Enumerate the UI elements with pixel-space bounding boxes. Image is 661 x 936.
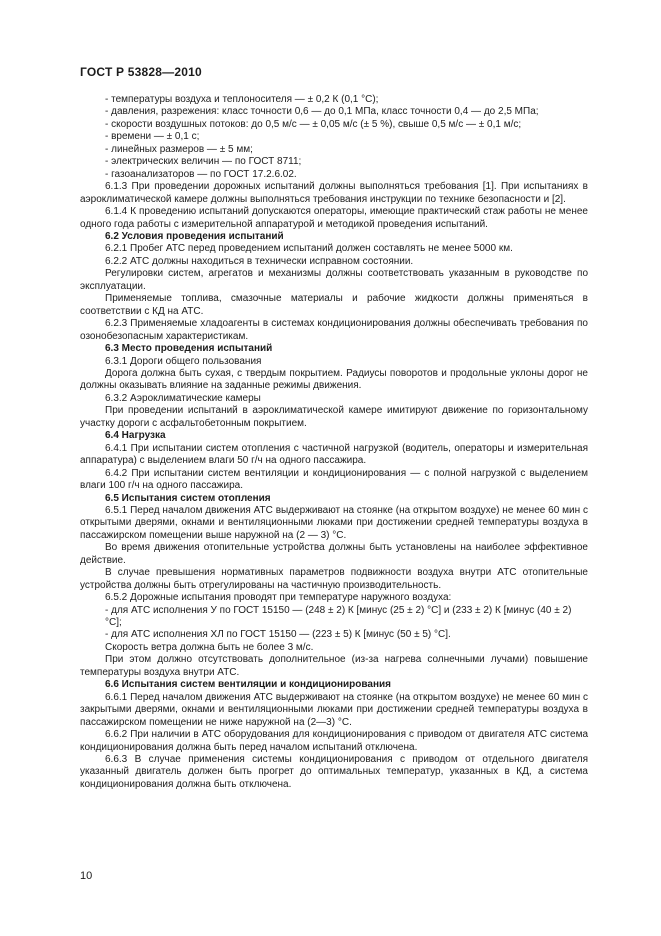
clause-6-1-4: 6.1.4 К проведению испытаний допускаются операторы, имеющие практический стаж работы не менее одного года работы с измерительной аппаратурой и методикой проведения испытаний. [80,206,588,230]
clause-6-4-1: 6.4.1 При испытании систем отопления с частичной нагрузкой (водитель, операторы и измерительная аппаратура) с выделением влаги 50 г/ч на одного пассажира. [80,442,588,467]
list-item: - скорости воздушных потоков: до 0,5 м/с — ± 0,05 м/с (± 5 %), свыше 0,5 м/с — ± 0,1 м/с; [80,119,588,131]
section-heading-6-4: 6.4 Нагрузка [105,430,166,442]
clause-6-5-2-text: Скорость ветра должна быть не более 3 м/с. [105,641,314,653]
clause-6-5-2-text: При этом должно отсутствовать дополнительное (из-за нагрева солнечными лучами) повышение температуры воздуха внутри АТС. [80,654,588,678]
clause-6-5-1-text: Во время движения отопительные устройства должны быть установлены на наиболее эффективное действие. [80,542,588,566]
clause-6-2-1: 6.2.1 Пробег АТС перед проведением испытаний должен составлять не менее 5000 км. [105,243,513,255]
section-heading-6-5: 6.5 Испытания систем отопления [105,492,271,504]
clause-6-4-2: 6.4.2 При испытании систем вентиляции и кондиционирования — с полной нагрузкой с выделением влаги 100 г/ч на одного пассажира. [80,467,588,492]
clause-6-6-1: 6.6.1 Перед началом движения АТС выдерживают на стоянке (на открытом воздухе) не менее 60 мин с закрытыми дверями, окнами и вентиляционными люками при достижении средней температуры воздуха в пассажирском помещении не ниже наружной на (2—3) °С. [80,691,588,728]
clause-6-6-2: 6.6.2 При наличии в АТС оборудования для кондиционирования с приводом от двигателя АТС система кондиционирования должна быть перед началом испытаний отключена. [80,729,588,753]
clause-6-3-2-text: При проведении испытаний в аэроклиматической камере имитируют движение по горизонтальному участку дороги с асфальтобетонным покрытием. [80,405,588,429]
list-item: - времени — ± 0,1 с; [80,131,588,143]
list-item: - давления, разрежения: класс точности 0,6 — до 0,1 МПа, класс точности 0,4 — до 2,5 МПа; [80,106,588,118]
clause-6-5-1-text: В случае превышения нормативных параметров подвижности воздуха внутри АТС отопительные устройства должны быть отрегулированы на частичную производительность. [80,567,588,591]
clause-6-3-2: 6.3.2 Аэроклиматические камеры [105,392,261,404]
clause-6-5-2: 6.5.2 Дорожные испытания проводят при температуре наружного воздуха: [105,592,452,604]
accuracy-list [80,94,588,181]
clause-6-3-1: 6.3.1 Дороги общего пользования [105,355,262,367]
list-item: - электрических величин — по ГОСТ 8711; [80,156,588,168]
list-item: - температуры воздуха и теплоносителя — ± 0,2 К (0,1 °С); [80,94,588,106]
page-number: 10 [80,870,93,882]
clause-6-2-2: 6.2.2 АТС должны находиться в технически исправном состоянии. [105,255,414,267]
clause-6-5-1: 6.5.1 Перед началом движения АТС выдерживают на стоянке (на открытом воздухе) не менее 60 мин с открытыми дверями, окнами и вентиляционными люками при достижении средней температуры воздуха в пассажирском помещении выше наружной на (2 — 3) °С. [80,504,588,541]
list-item: - для АТС исполнения У по ГОСТ 15150 — (248 ± 2) К [минус (25 ± 2) °С] и (233 ± 2) К [минус (40 ± 2) °С]; [80,605,588,630]
clause-6-1-3: 6.1.3 При проведении дорожных испытаний должны выполняться требования [1]. При испытаниях в аэроклиматической камере должны выполняться требования инструкции по технике безопасности и [2]. [80,181,588,205]
list-item: - газоанализаторов — по ГОСТ 17.2.6.02. [80,169,588,181]
list-item: - для АТС исполнения ХЛ по ГОСТ 15150 — (223 ± 5) К [минус (50 ± 5) °С]. [80,629,588,641]
temperature-list [80,605,588,642]
clause-6-2-3: 6.2.3 Применяемые хладоагенты в системах кондиционирования должны обеспечивать требования по озонобезопасным характеристикам. [80,318,588,342]
section-heading-6-2: 6.2 Условия проведения испытаний [105,230,284,242]
section-heading-6-6: 6.6 Испытания систем вентиляции и кондиционирования [105,679,391,691]
section-heading-6-3: 6.3 Место проведения испытаний [105,343,273,355]
clause-6-6-3: 6.6.3 В случае применения системы кондиционирования с приводом от отдельного двигателя указанный двигатель должен быть прогрет до оптимальных температур, указанных в КД, а система кондиционирования должна быть отключена. [80,754,588,790]
standard-title: ГОСТ Р 53828—2010 [80,65,202,79]
list-item: - линейных размеров — ± 5 мм; [80,144,588,156]
clause-6-2-2-text: Регулировки систем, агрегатов и механизмы должны соответствовать указанным в руководстве по эксплуатации. [80,268,588,292]
clause-6-2-2-text: Применяемые топлива, смазочные материалы и рабочие жидкости должны применяться в соответствии с КД на АТС. [80,293,588,317]
clause-6-3-1-text: Дорога должна быть сухая, с твердым покрытием. Радиусы поворотов и продольные уклоны дорог не должны оказывать влияние на заданные режимы движения. [80,367,588,392]
document-body [80,94,588,791]
